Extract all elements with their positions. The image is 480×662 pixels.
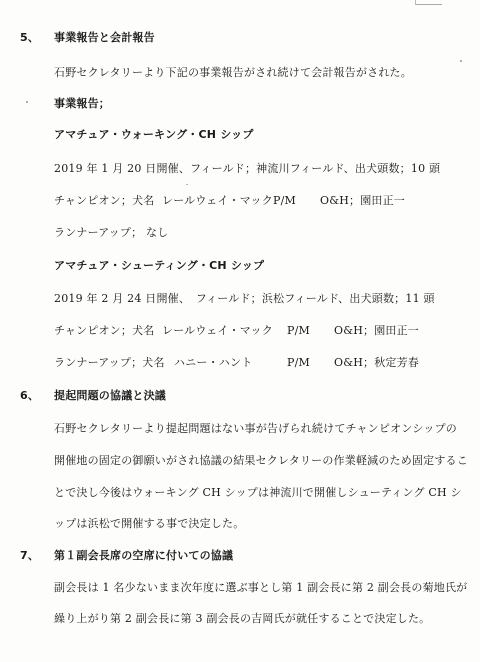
shooting-date-line: 2019 年 2 月 24 日開催、 フィールド；浜松フィールド、出犬頭数；11 頭	[54, 292, 435, 305]
walking-champion-owner: O&H；園田正一	[320, 194, 406, 207]
section-6-line-2: 開催地の固定の御願いがされ協議の結果セクレタリーの作業軽減のため固定するこ	[54, 454, 468, 467]
section-6-heading: 提起問題の協議と決議	[54, 389, 166, 402]
section-5-heading: 事業報告と会計報告	[54, 31, 155, 44]
shooting-champion-dog: レールウェイ・マック	[162, 324, 273, 337]
section-5-number: 5、	[20, 31, 40, 44]
section-6-number: 6、	[20, 389, 40, 402]
shooting-runner-up-dog: ハニー・ハント	[174, 356, 253, 369]
walking-title: アマチュア・ウォーキング・CH シップ	[54, 128, 254, 141]
scan-speck	[186, 184, 188, 185]
walking-runner-up-dog: なし	[146, 226, 169, 239]
shooting-runner-up-sex: P/M	[287, 356, 310, 369]
shooting-champion-sex: P/M	[287, 324, 310, 337]
section-7-line-1: 副会長は 1 名少ないまま次年度に選ぶ事とし第 1 副会長に第 2 副会長の菊地氏が	[54, 581, 468, 594]
shooting-runner-up-label: ランナーアップ；犬名	[54, 356, 165, 369]
walking-champion-dog: レールウェイ・マック	[162, 194, 273, 207]
section-6-line-1: 石野セクレタリーより提起問題はない事が告げられ続けてチャンピオンシップの	[54, 422, 457, 435]
report-label: 事業報告；	[54, 97, 110, 110]
walking-champion-label: チャンピオン；犬名	[54, 194, 155, 207]
walking-date-line: 2019 年 1 月 20 日開催、フィールド；神流川フィールド、出犬頭数；10 頭	[54, 162, 441, 175]
section-7-line-2: 繰り上がり第 2 副会長に第 3 副会長の吉岡氏が就任することで決定した。	[54, 612, 431, 625]
shooting-champion-owner: O&H；園田正一	[334, 324, 420, 337]
section-7-heading: 第１副会長席の空席に付いての協議	[54, 549, 234, 562]
shooting-champion-label: チャンピオン；犬名	[54, 324, 155, 337]
section-6-line-4: ップは浜松で開催する事で決定した。	[54, 517, 245, 530]
section-7-number: 7、	[20, 549, 40, 562]
shooting-title: アマチュア・シューティング・CH シップ	[54, 259, 265, 272]
corner-scan-mark	[415, 0, 442, 5]
section-5-intro: 石野セクレタリーより下記の事業報告がされ続けて会計報告がされた。	[54, 66, 412, 79]
shooting-runner-up-owner: O&H；秋定芳春	[334, 356, 420, 369]
section-6-line-3: とで決し今後はウォーキング CH シップは神流川で開催しシューティング CH シ	[54, 486, 462, 499]
walking-runner-up-label: ランナーアップ；	[54, 226, 143, 239]
scan-speck	[26, 101, 28, 103]
walking-champion-sex: P/M	[273, 194, 296, 207]
scan-speck	[460, 60, 462, 62]
